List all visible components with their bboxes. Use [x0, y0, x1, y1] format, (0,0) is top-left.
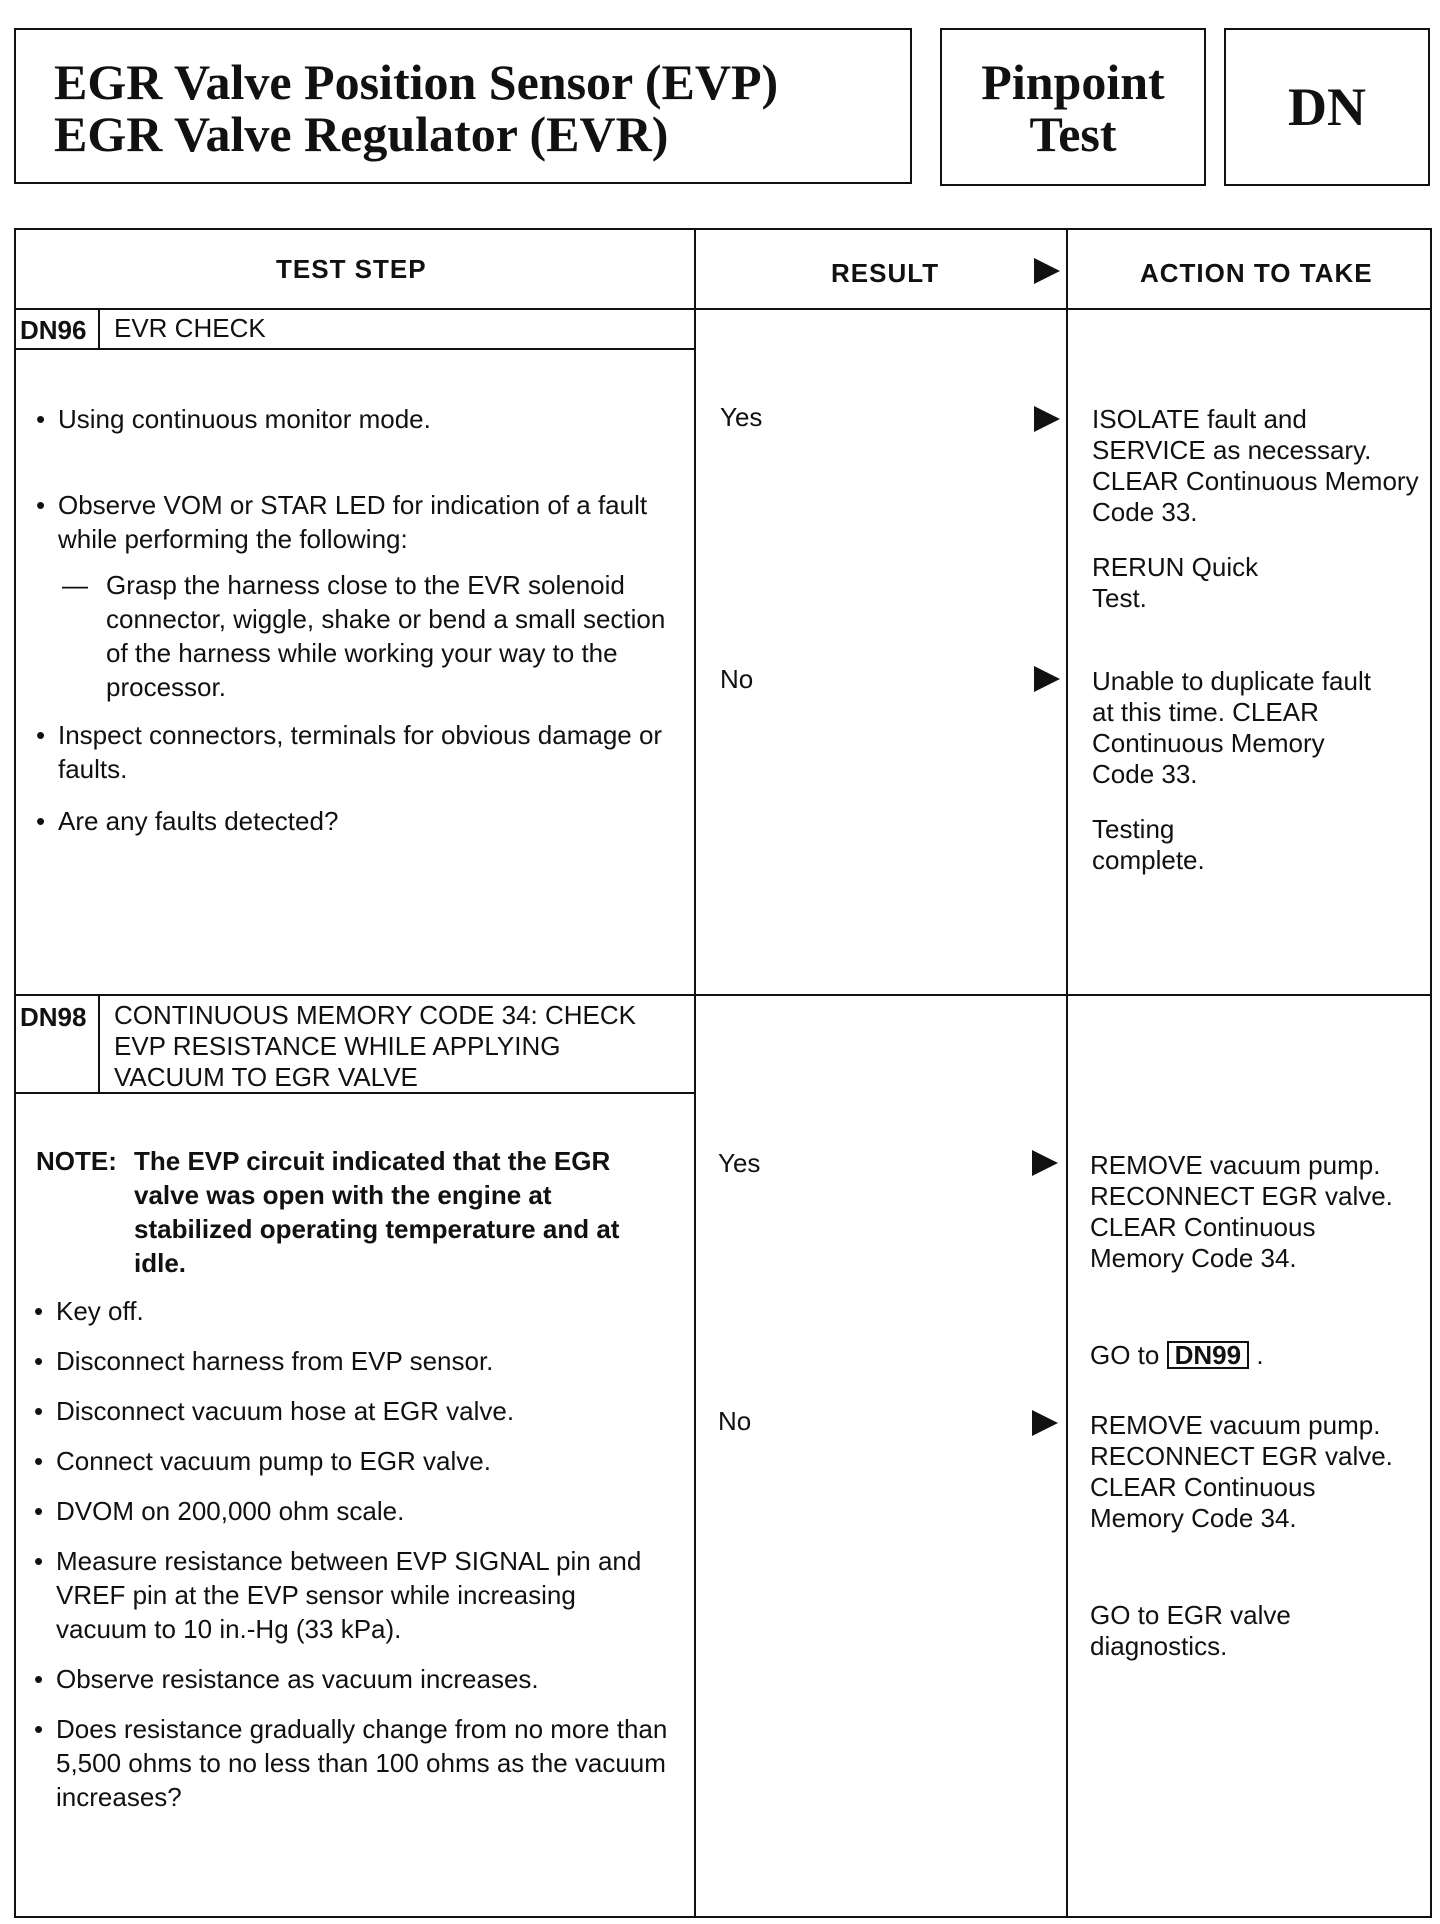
dn98-note-text: The EVP circuit indicated that the EGR valve was open with the engine at stabilized operating temperature and at idle.: [134, 1146, 620, 1278]
title-line-1: EGR Valve Position Sensor (EVP): [54, 54, 779, 110]
dn98-step-7: • Observe resistance as vacuum increases.: [34, 1664, 539, 1694]
dn96-no-arrow-icon: [1034, 666, 1060, 692]
dn96-yes-action-2: RERUN Quick Test.: [1092, 552, 1259, 613]
dn96-step-3: • Inspect connectors, terminals for obvious damage or faults.: [36, 720, 663, 784]
dn98-step-1: • Key off.: [34, 1296, 144, 1326]
dn96-substep: — Grasp the harness close to the EVR solenoid connector, wiggle, shake or bend a small section of the harness while working your way to the processor.: [62, 570, 666, 702]
dn98-step-title: CONTINUOUS MEMORY CODE 34: CHECK EVP RESISTANCE WHILE APPLYING VACUUM TO EGR VALVE: [114, 1000, 637, 1092]
dn96-yes-action-1: ISOLATE fault and SERVICE as necessary. CLEAR Continuous Memory Code 33.: [1092, 404, 1419, 527]
dn96-step-title: EVR CHECK: [114, 313, 266, 343]
pinpoint-test-box: [940, 28, 1206, 186]
result-arrow-icon: [1034, 258, 1060, 284]
dn96-yes-label: Yes: [720, 402, 763, 432]
pinpoint-table: [14, 228, 1432, 1918]
dn98-step-2: • Disconnect harness from EVP sensor.: [34, 1346, 494, 1376]
pinpoint-label: Pinpoint: [981, 54, 1165, 110]
dn98-step-6: • Measure resistance between EVP SIGNAL pin and VREF pin at the EVP sensor while increasing vacuum to 10 in.-Hg (33 kPa).: [34, 1546, 642, 1644]
dn96-no-action-2: Testing complete.: [1092, 814, 1205, 875]
dn98-step-id: DN98: [20, 1002, 87, 1032]
dn98-no-action-1: REMOVE vacuum pump. RECONNECT EGR valve. CLEAR Continuous Memory Code 34.: [1090, 1410, 1393, 1533]
dn96-no-label: No: [720, 664, 754, 694]
header-divider: [16, 308, 1430, 310]
dn98-yes-action-1: REMOVE vacuum pump. RECONNECT EGR valve. CLEAR Continuous Memory Code 34.: [1090, 1150, 1393, 1273]
dn96-step-id: DN96: [20, 315, 87, 345]
dn99-reference[interactable]: DN99: [1167, 1341, 1249, 1369]
section-divider: [16, 994, 1430, 996]
dn98-no-action-2: GO to EGR valve diagnostics.: [1090, 1600, 1291, 1661]
dn98-no-label: No: [718, 1406, 752, 1436]
dn96-yes-arrow-icon: [1034, 406, 1060, 432]
dn96-step-1: • Using continuous monitor mode.: [36, 404, 431, 434]
dn96-step-4: • Are any faults detected?: [36, 806, 339, 836]
col-result: RESULT: [831, 258, 940, 288]
test-code-box: [1224, 28, 1430, 186]
dn98-step-8: • Does resistance gradually change from no more than 5,500 ohms to no less than 100 ohms as the vacuum increases?: [34, 1714, 668, 1812]
dn96-no-action-1: Unable to duplicate fault at this time. CLEAR Continuous Memory Code 33.: [1092, 666, 1371, 789]
dn98-step-5: • DVOM on 200,000 ohm scale.: [34, 1496, 405, 1526]
title-box: [14, 28, 912, 184]
dn98-id-divider: [98, 994, 100, 1092]
column-divider-1: [694, 230, 696, 1916]
dn96-id-divider: [98, 308, 100, 348]
col-action: ACTION TO TAKE: [1140, 258, 1373, 288]
dn96-step-2: • Observe VOM or STAR LED for indication of a fault while performing the following:: [36, 490, 648, 554]
dn98-step-3: • Disconnect vacuum hose at EGR valve.: [34, 1396, 515, 1426]
test-label: Test: [1029, 106, 1117, 162]
column-divider-2: [1066, 230, 1068, 1916]
dn98-yes-label: Yes: [718, 1148, 761, 1178]
dn96-title-underline: [16, 348, 694, 350]
col-test-step: TEST STEP: [276, 254, 427, 284]
test-code: DN: [1288, 77, 1366, 137]
dn98-yes-arrow-icon: [1032, 1150, 1058, 1176]
dn98-yes-goto: GO to DN99 .: [1090, 1340, 1264, 1370]
dn98-step-4: • Connect vacuum pump to EGR valve.: [34, 1446, 491, 1476]
title-line-2: EGR Valve Regulator (EVR): [54, 106, 669, 162]
dn98-note-label: NOTE:: [36, 1146, 117, 1176]
dn98-no-arrow-icon: [1032, 1410, 1058, 1436]
